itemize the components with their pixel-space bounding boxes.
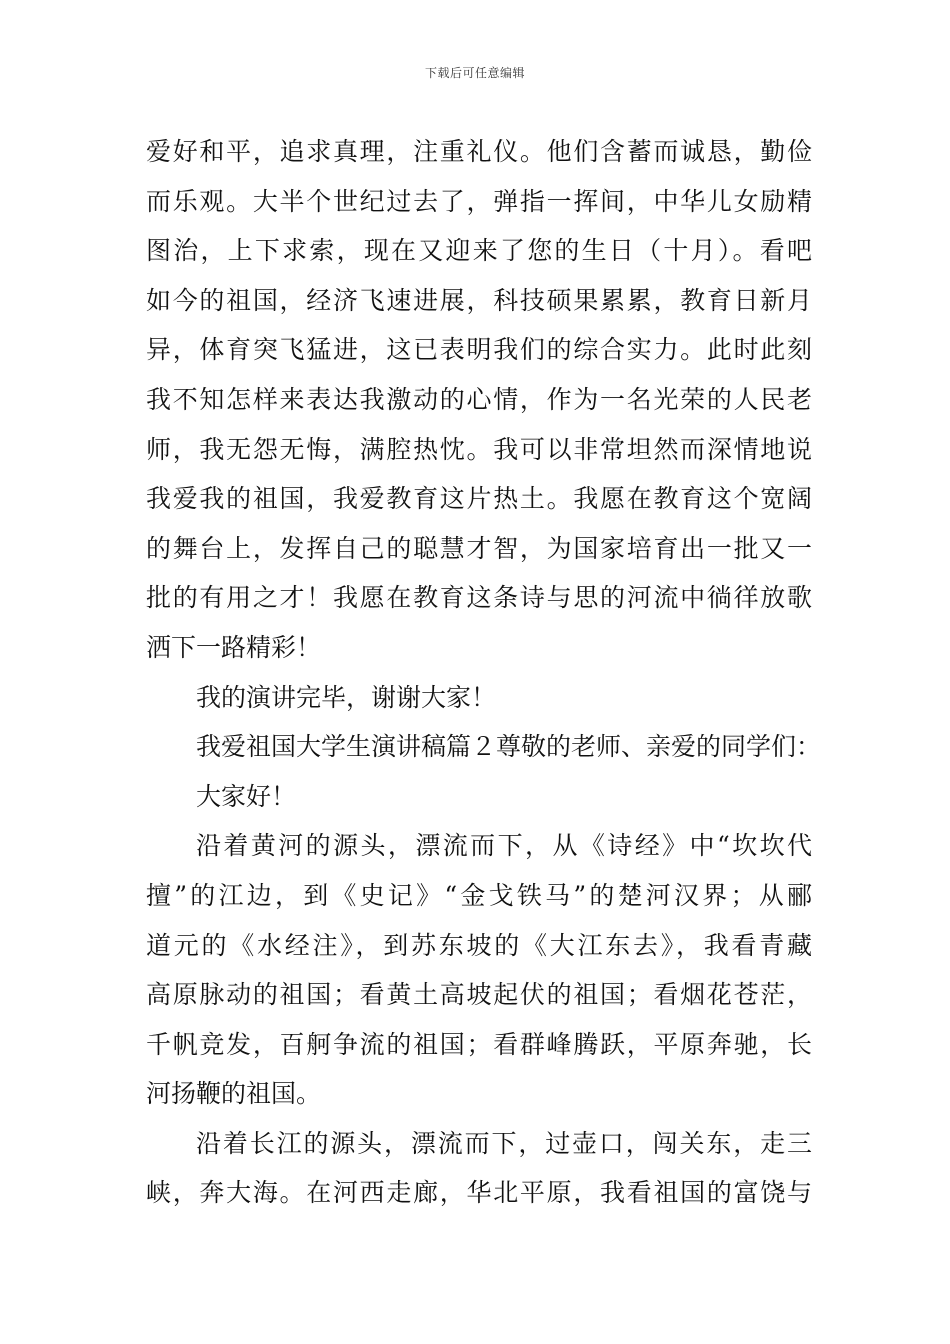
text-line: 峡，奔大海。在河西走廊，华北平原，我看祖国的富饶与: [146, 1178, 812, 1208]
text-line: 批的有用之才！我愿在教育这条诗与思的河流中徜徉放歌: [146, 583, 812, 613]
text-line: 道元的《水经注》，到苏东坡的《大江东去》，我看青藏: [146, 930, 812, 960]
text-line: 而乐观。大半个世纪过去了，弹指一挥间，中华儿女励精: [146, 186, 812, 216]
text-line: 爱好和平，追求真理，注重礼仪。他们含蓄而诚恳，勤俭: [146, 137, 812, 166]
text-line: 图治，上下求索，现在又迎来了您的生日（十月）。看吧: [146, 236, 812, 266]
text-line: 高原脉动的祖国；看黄土高坡起伏的祖国；看烟花苍茫，: [146, 980, 812, 1010]
text-line: 沿着长江的源头，漂流而下，过壶口，闯关东，走三: [196, 1128, 812, 1158]
section-heading: 我爱祖国大学生演讲稿篇２尊敬的老师、亲爱的同学们：: [196, 732, 822, 762]
text-line: 我不知怎样来表达我激动的心情，作为一名光荣的人民老: [146, 384, 812, 414]
text-line: 大家好！: [196, 781, 297, 811]
text-line: 河扬鞭的祖国。: [146, 1079, 322, 1109]
page-header: 下载后可任意编辑: [424, 66, 525, 80]
text-line: 如今的祖国，经济飞速进展，科技硕果累累，教育日新月: [146, 285, 812, 315]
text-line: 师，我无怨无悔，满腔热忱。我可以非常坦然而深情地说: [146, 434, 812, 464]
text-line: 擅”的江边，到《史记》“金戈铁马”的楚河汉界；从郦: [146, 880, 812, 910]
text-line: 的舞台上，发挥自己的聪慧才智，为国家培育出一批又一: [146, 533, 812, 563]
text-line: 我的演讲完毕，谢谢大家！: [196, 682, 497, 712]
text-line: 千帆竞发，百舸争流的祖国；看群峰腾跃，平原奔驰，长: [146, 1029, 812, 1059]
text-line: 异，体育突飞猛进，这已表明我们的综合实力。此时此刻: [146, 335, 812, 365]
text-line: 沿着黄河的源头，漂流而下，从《诗经》中“坎坎代: [196, 831, 812, 861]
text-line: 洒下一路精彩！: [146, 632, 322, 662]
document-body: [146, 127, 822, 1218]
text-line: 我爱我的祖国，我爱教育这片热土。我愿在教育这个宽阔: [146, 484, 812, 514]
